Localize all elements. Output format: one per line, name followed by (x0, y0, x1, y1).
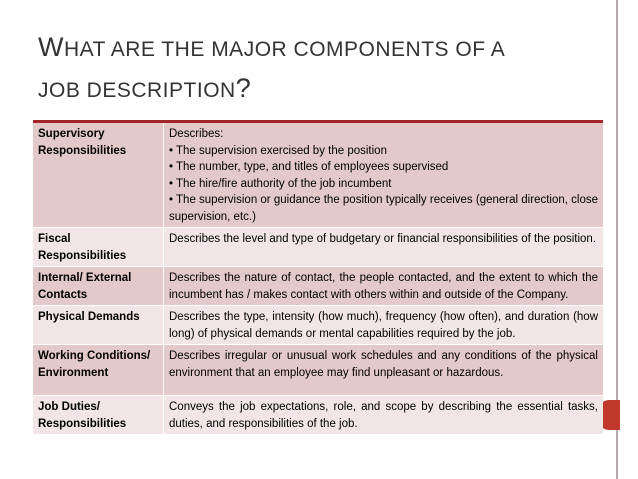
row-label: Fiscal Responsibilities (33, 228, 164, 266)
title-cap-letter: W (38, 32, 64, 62)
title-line-1 (38, 28, 598, 69)
title-question-mark: ? (235, 73, 252, 103)
description-line: Describes: (169, 128, 224, 140)
description-bullet: • The supervision exercised by the position (169, 144, 387, 157)
table-row (33, 396, 603, 435)
title-line-2 (38, 69, 598, 110)
row-label: Internal/ External Contacts (33, 267, 164, 305)
table-row (33, 267, 603, 306)
row-label: Physical Demands (33, 306, 164, 344)
table-row (33, 123, 603, 228)
row-description (164, 123, 603, 227)
row-label: Working Conditions/ Environment (33, 345, 164, 395)
title-text: JOB DESCRIPTION (38, 79, 236, 102)
table-row (33, 345, 603, 396)
slide-title (38, 28, 598, 110)
table-row (33, 306, 603, 345)
row-description: Describes irregular or unusual work schedules and any conditions of the physical environment that an employee may find unpleasant or hazardous. (169, 350, 598, 379)
description-bullet: • The number, type, and titles of employees supervised (169, 161, 449, 173)
description-bullet: • The hire/fire authority of the job incumbent (169, 177, 392, 190)
row-description: Describes the type, intensity (how much), frequency (how often), and duration (how long) of physical demands or mental capabilities required by the job. (169, 311, 598, 340)
components-table (33, 120, 603, 435)
row-description: Conveys the job expectations, role, and scope by describing the essential tasks, duties, and responsibilities of the job. (169, 401, 598, 430)
row-label: Job Duties/ Responsibilities (33, 396, 164, 434)
description-bullet: • The supervision or guidance the position typically receives (general direction, close supervision, etc.) (169, 194, 598, 223)
table-row (33, 228, 603, 267)
row-label: Supervisory Responsibilities (33, 123, 164, 227)
title-text: HAT ARE THE MAJOR COMPONENTS OF A (63, 38, 506, 61)
row-description: Describes the level and type of budgetary or financial responsibilities of the position. (169, 233, 597, 245)
row-description: Describes the nature of contact, the people contacted, and the extent to which the incumbent has / makes contact with others within and outside of the Company. (169, 272, 598, 301)
